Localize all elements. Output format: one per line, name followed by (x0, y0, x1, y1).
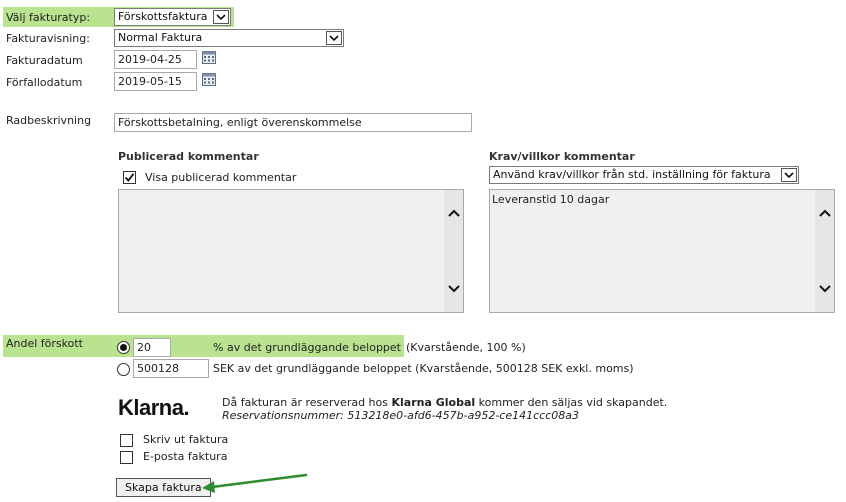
advance-percent-input[interactable]: 20 (133, 338, 171, 357)
terms-comment-select-value: Använd krav/villkor från std. inställning för faktura (493, 168, 771, 181)
show-published-comment-label: Visa publicerad kommentar (145, 171, 297, 184)
terms-comment-textarea[interactable] (489, 189, 835, 313)
email-invoice-label: E-posta faktura (143, 450, 228, 463)
show-published-comment-checkbox[interactable] (123, 171, 136, 184)
terms-comment-select[interactable] (489, 166, 799, 184)
invoice-view-label: Fakturavisning: (6, 32, 90, 45)
chevron-down-icon (781, 168, 797, 182)
advance-amount-input[interactable]: 500128 (133, 359, 209, 378)
terms-comment-text: Leveranstid 10 dagar (492, 193, 610, 206)
advance-amount-radio[interactable] (117, 363, 130, 376)
arrow-annotation-icon (196, 470, 310, 496)
advance-percent-radio[interactable] (117, 341, 130, 354)
calendar-icon[interactable] (202, 72, 216, 86)
invoice-type-label: Välj fakturatyp: (6, 11, 91, 24)
klarna-reservation-number: Reservationsnummer: 513218e0-afd6-457b-a952-ce141ccc08a3 (222, 409, 579, 422)
published-comment-header: Publicerad kommentar (118, 150, 259, 163)
scroll-up-icon[interactable] (818, 208, 832, 218)
scroll-down-icon[interactable] (818, 284, 832, 294)
due-date-input[interactable]: 2019-05-15 (114, 72, 197, 91)
advance-amount-text: SEK av det grundläggande beloppet (Kvarstående, 500128 SEK exkl. moms) (213, 362, 634, 375)
invoice-view-select[interactable] (114, 29, 344, 47)
klarna-logo: Klarna. (118, 395, 190, 420)
invoice-date-input[interactable]: 2019-04-25 (114, 50, 197, 69)
klarna-notice (222, 396, 667, 409)
klarna-notice-suffix: kommer den säljas vid skapandet. (475, 396, 668, 409)
advance-percent-text: % av det grundläggande beloppet (213, 341, 401, 354)
scrollbar[interactable] (815, 190, 834, 312)
chevron-down-icon (326, 31, 342, 45)
create-invoice-button[interactable]: Skapa faktura (116, 478, 211, 497)
email-invoice-checkbox[interactable] (120, 451, 133, 464)
checkmark-icon (124, 172, 135, 183)
advance-label: Andel förskott (6, 337, 83, 350)
print-invoice-label: Skriv ut faktura (143, 433, 229, 446)
due-date-label: Förfallodatum (6, 76, 83, 89)
klarna-notice-bold: Klarna Global (391, 396, 476, 409)
invoice-view-value: Normal Faktura (118, 31, 203, 44)
chevron-down-icon (213, 10, 229, 24)
advance-percent-remaining: (Kvarstående, 100 %) (406, 341, 526, 354)
invoice-type-value: Förskottsfaktura (118, 10, 208, 23)
scroll-up-icon[interactable] (447, 208, 461, 218)
terms-comment-header: Krav/villkor kommentar (489, 150, 635, 163)
row-description-label: Radbeskrivning (6, 114, 92, 127)
row-description-input[interactable]: Förskottsbetalning, enligt överenskommelse (114, 113, 472, 132)
klarna-notice-prefix: Då fakturan är reserverad hos (222, 396, 392, 409)
calendar-icon[interactable] (202, 50, 216, 64)
published-comment-textarea[interactable] (118, 189, 464, 313)
scrollbar[interactable] (444, 190, 463, 312)
invoice-type-select[interactable] (114, 8, 231, 26)
invoice-date-label: Fakturadatum (6, 54, 83, 67)
scroll-down-icon[interactable] (447, 284, 461, 294)
print-invoice-checkbox[interactable] (120, 434, 133, 447)
